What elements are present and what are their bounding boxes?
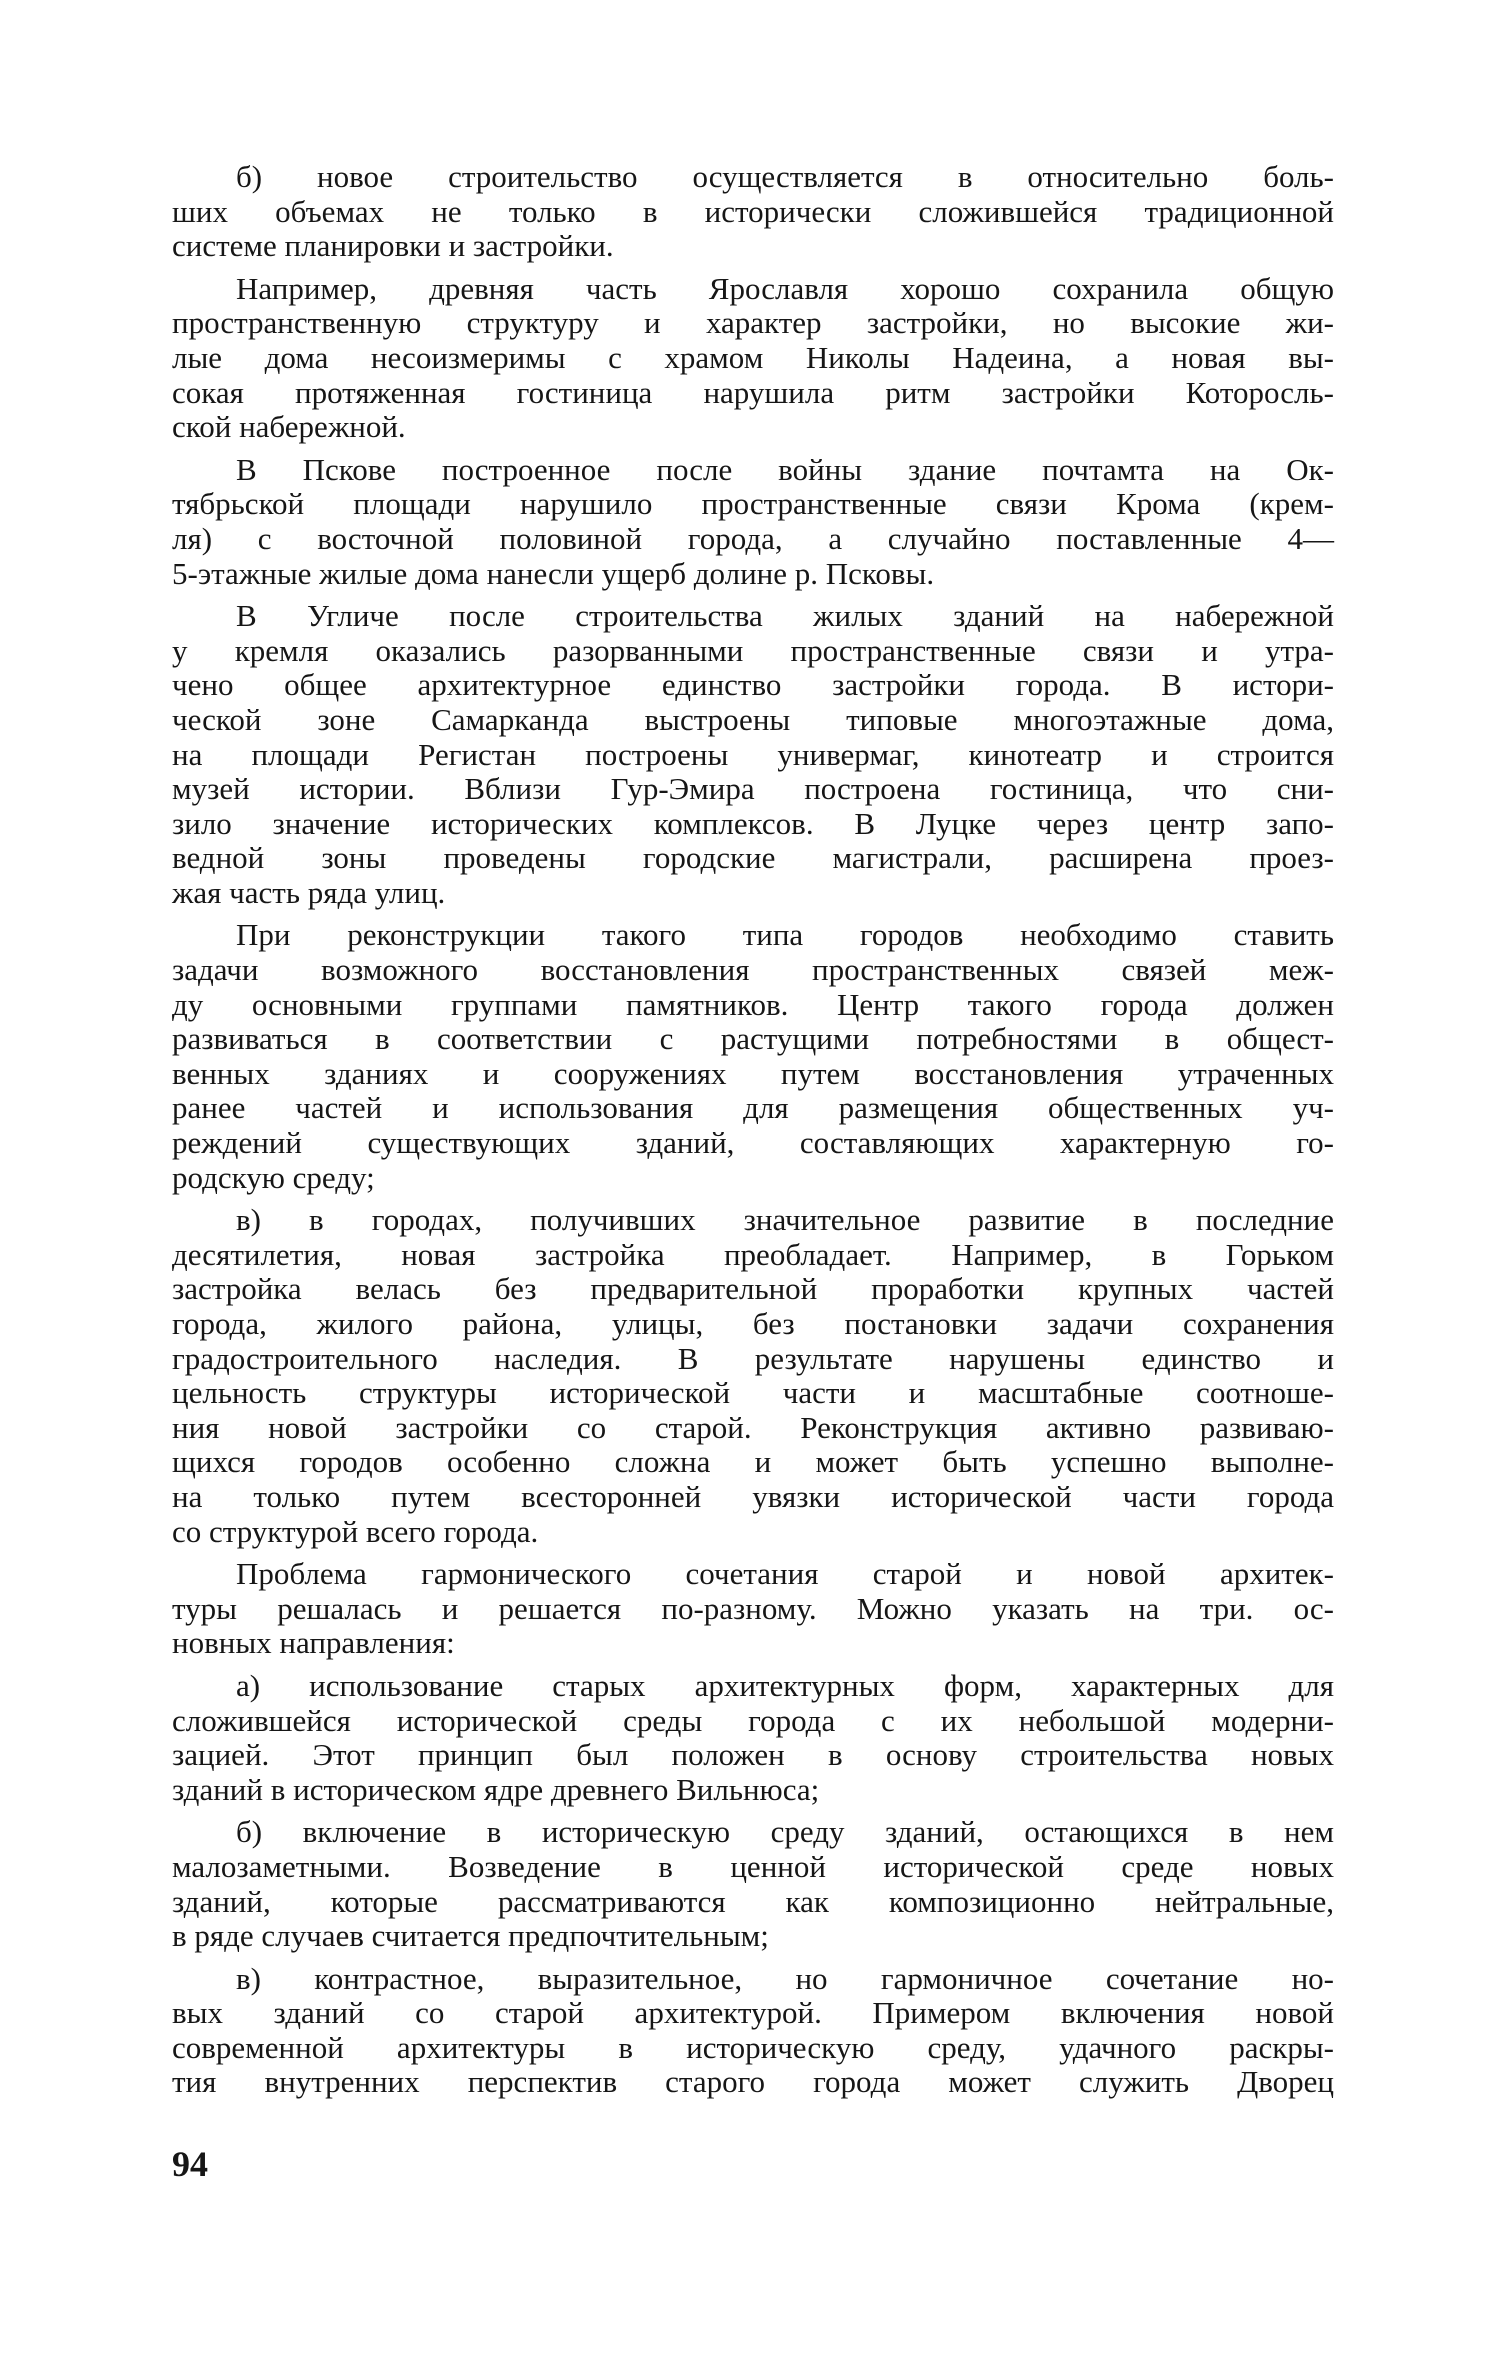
text-line: туры решалась и решается по-разному. Можно указать на три. ос-: [172, 1590, 1334, 1626]
paragraph-p9: [172, 1815, 1334, 1953]
page-number: 94: [172, 2144, 208, 2184]
text-line: сложившейся исторической среды города с их небольшой модерни-: [172, 1702, 1334, 1738]
text-line: В Пскове построенное после войны здание почтамта на Ок-: [236, 451, 1334, 487]
text-line: тия внутренних перспектив старого города может служить Дворец: [172, 2064, 1334, 2100]
paragraph-p7: [172, 1557, 1334, 1661]
text-line: ших объемах не только в исторически сложившейся традиционной: [172, 193, 1334, 229]
text-line: При реконструкции такого типа городов необходимо ставить: [236, 917, 1334, 953]
text-line: зацией. Этот принцип был положен в основу строительства новых: [172, 1737, 1334, 1773]
text-line: задачи возможного восстановления пространственных связей меж-: [172, 952, 1334, 988]
text-line: щихся городов особенно сложна и может быть успешно выполне-: [172, 1444, 1334, 1480]
paragraph-p5: [172, 918, 1334, 1195]
text-line: малозаметными. Возведение в ценной исторической среде новых: [172, 1848, 1334, 1884]
text-line: б) новое строительство осуществляется в относительно боль-: [236, 159, 1334, 194]
text-line: пространственную структуру и характер застройки, но высокие жи-: [172, 305, 1334, 341]
paragraph-p8: [172, 1669, 1334, 1807]
text-line: родскую среду;: [172, 1159, 375, 1195]
text-line: зданий, которые рассматриваются как композиционно нейтральные,: [172, 1883, 1334, 1919]
paragraph-p3: [172, 453, 1334, 591]
text-line: ской набережной.: [172, 409, 406, 445]
text-line: ческой зоне Самарканда выстроены типовые многоэтажные дома,: [172, 701, 1334, 737]
page-body: [172, 160, 1334, 2108]
text-line: лые дома несоизмеримы с храмом Николы Надеина, а новая вы-: [172, 339, 1334, 375]
text-line: чено общее архитектурное единство застройки города. В истори-: [172, 667, 1334, 703]
text-line: десятилетия, новая застройка преобладает. Например, в Горьком: [172, 1236, 1334, 1272]
text-line: вых зданий со старой архитектурой. Примером включения новой: [172, 1995, 1334, 2031]
text-line: в) контрастное, выразительное, но гармоничное сочетание но-: [236, 1960, 1334, 1996]
text-line: жая часть ряда улиц.: [172, 874, 446, 910]
text-line: градостроительного наследия. В результате нарушены единство и: [172, 1340, 1334, 1376]
text-line: системе планировки и застройки.: [172, 228, 614, 264]
paragraph-p10: [172, 1962, 1334, 2100]
text-line: ранее частей и использования для размещения общественных уч-: [172, 1090, 1334, 1126]
text-line: б) включение в историческую среду зданий, остающихся в нем: [236, 1814, 1334, 1850]
text-line: в ряде случаев считается предпочтительным;: [172, 1918, 769, 1954]
paragraph-p2: [172, 272, 1334, 445]
text-line: В Угличе после строительства жилых зданий на набережной: [236, 598, 1334, 634]
text-line: а) использование старых архитектурных форм, характерных для: [236, 1667, 1334, 1703]
text-line: на площади Регистан построены универмаг, кинотеатр и строится: [172, 736, 1334, 772]
text-line: развиваться в соответствии с растущими потребностями в общест-: [172, 1021, 1334, 1057]
text-line: цельность структуры исторической части и масштабные соотноше-: [172, 1375, 1334, 1411]
text-line: у кремля оказались разорванными пространственные связи и утра-: [172, 632, 1334, 668]
text-line: ведной зоны проведены городские магистрали, расширена проез-: [172, 840, 1334, 876]
text-line: венных зданиях и сооружениях путем восстановления утраченных: [172, 1055, 1334, 1091]
text-line: со структурой всего города.: [172, 1513, 539, 1549]
text-line: в) в городах, получивших значительное развитие в последние: [236, 1202, 1334, 1238]
text-line: ду основными группами памятников. Центр такого города должен: [172, 986, 1334, 1022]
text-line: Например, древняя часть Ярославля хорошо сохранила общую: [236, 270, 1334, 306]
text-line: города, жилого района, улицы, без постановки задачи сохранения: [172, 1306, 1334, 1341]
text-line: реждений существующих зданий, составляющих характерную го-: [172, 1125, 1334, 1161]
text-line: 5-этажные жилые дома нанесли ущерб долине р. Псковы.: [172, 555, 935, 591]
paragraph-p1: [172, 160, 1334, 264]
text-line: сокая протяженная гостиница нарушила ритм застройки Которосль-: [172, 374, 1334, 410]
text-line: ля) с восточной половиной города, а случайно поставленные 4—: [172, 520, 1334, 556]
text-line: на только путем всесторонней увязки исторической части города: [172, 1478, 1334, 1514]
text-line: зданий в историческом ядре древнего Вильнюса;: [172, 1771, 820, 1807]
text-line: современной архитектуры в историческую среду, удачного раскры-: [172, 2029, 1334, 2065]
text-line: музей истории. Вблизи Гур-Эмира построена гостиница, что сни-: [172, 771, 1334, 807]
text-line: ния новой застройки со старой. Реконструкция активно развиваю-: [172, 1409, 1334, 1445]
text-line: новных направления:: [172, 1625, 455, 1661]
text-line: тябрьской площади нарушило пространственные связи Крома (крем-: [172, 486, 1334, 522]
paragraph-p6: [172, 1203, 1334, 1549]
paragraph-p4: [172, 599, 1334, 910]
text-line: застройка велась без предварительной проработки крупных частей: [172, 1271, 1334, 1307]
text-line: зило значение исторических комплексов. В Луцке через центр запо-: [172, 805, 1334, 841]
text-line: Проблема гармонического сочетания старой и новой архитек-: [236, 1556, 1334, 1592]
